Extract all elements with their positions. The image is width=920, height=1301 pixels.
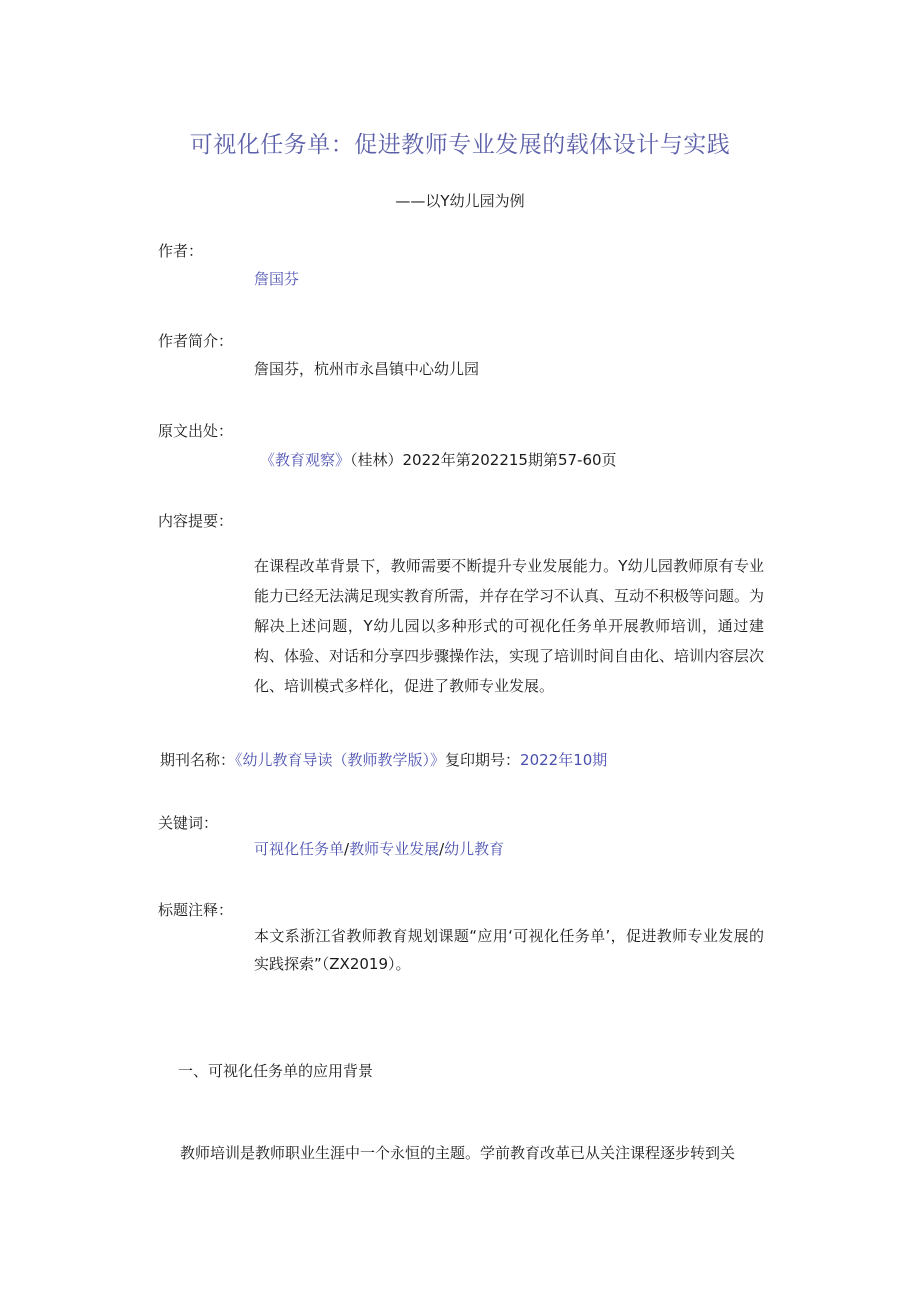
periodical-label: 期刊名称： — [160, 751, 236, 769]
reprint-label: 复印期号： — [445, 751, 521, 769]
source-line — [260, 449, 617, 470]
author-label: 作者： — [158, 242, 204, 260]
note-label: 标题注释： — [158, 901, 234, 919]
keyword-link[interactable]: 幼儿教育 — [444, 840, 505, 858]
keyword-separator: / — [439, 840, 445, 858]
source-journal-link[interactable]: 《教育观察》 — [260, 451, 351, 469]
bio-label: 作者简介： — [158, 332, 234, 350]
reprint-issue-link[interactable]: 2022年10期 — [520, 751, 608, 769]
author-link[interactable]: 詹国芬 — [254, 270, 300, 288]
abstract-text: 在课程改革背景下，教师需要不断提升专业发展能力。Y幼儿园教师原有专业能力已经无法满足现实教育所需，并存在学习不认真、互动不积极等问题。为解决上述问题，Y幼儿园以多种形式的可视化任务单开展教师培训，通过建构、体验、对话和分享四步骤操作法，实现了培训时间自由化、培训内容层次化、培训模式多样化，促进了教师专业发展。 — [254, 557, 765, 695]
keywords-label: 关键词： — [158, 814, 219, 832]
source-detail: （桂林）2022年第202215期第57-60页 — [350, 451, 617, 469]
body-paragraph: 教师培训是教师职业生涯中一个永恒的主题。学前教育改革已从关注课程逐步转到关 — [180, 1144, 736, 1162]
periodical-name-link[interactable]: 《幼儿教育导读（教师教学版）》 — [235, 751, 446, 769]
keywords-list — [254, 838, 504, 859]
note-text: 本文系浙江省教师教育规划课题“应用‘可视化任务单’，促进教师专业发展的实践探索”（ZX2019）。 — [254, 927, 764, 973]
source-label: 原文出处： — [158, 422, 234, 440]
keyword-separator: / — [344, 840, 350, 858]
section-heading: 一、可视化任务单的应用背景 — [178, 1062, 374, 1080]
bio-text: 詹国芬，杭州市永昌镇中心幼儿园 — [254, 360, 480, 378]
article-title: 可视化任务单：促进教师专业发展的载体设计与实践 — [189, 132, 731, 158]
keyword-link[interactable]: 可视化任务单 — [254, 840, 345, 858]
article-subtitle: ——以Y幼儿园为例 — [395, 192, 525, 210]
keyword-link[interactable]: 教师专业发展 — [349, 840, 440, 858]
periodical-line — [160, 749, 607, 770]
abstract-label: 内容提要： — [158, 512, 234, 530]
